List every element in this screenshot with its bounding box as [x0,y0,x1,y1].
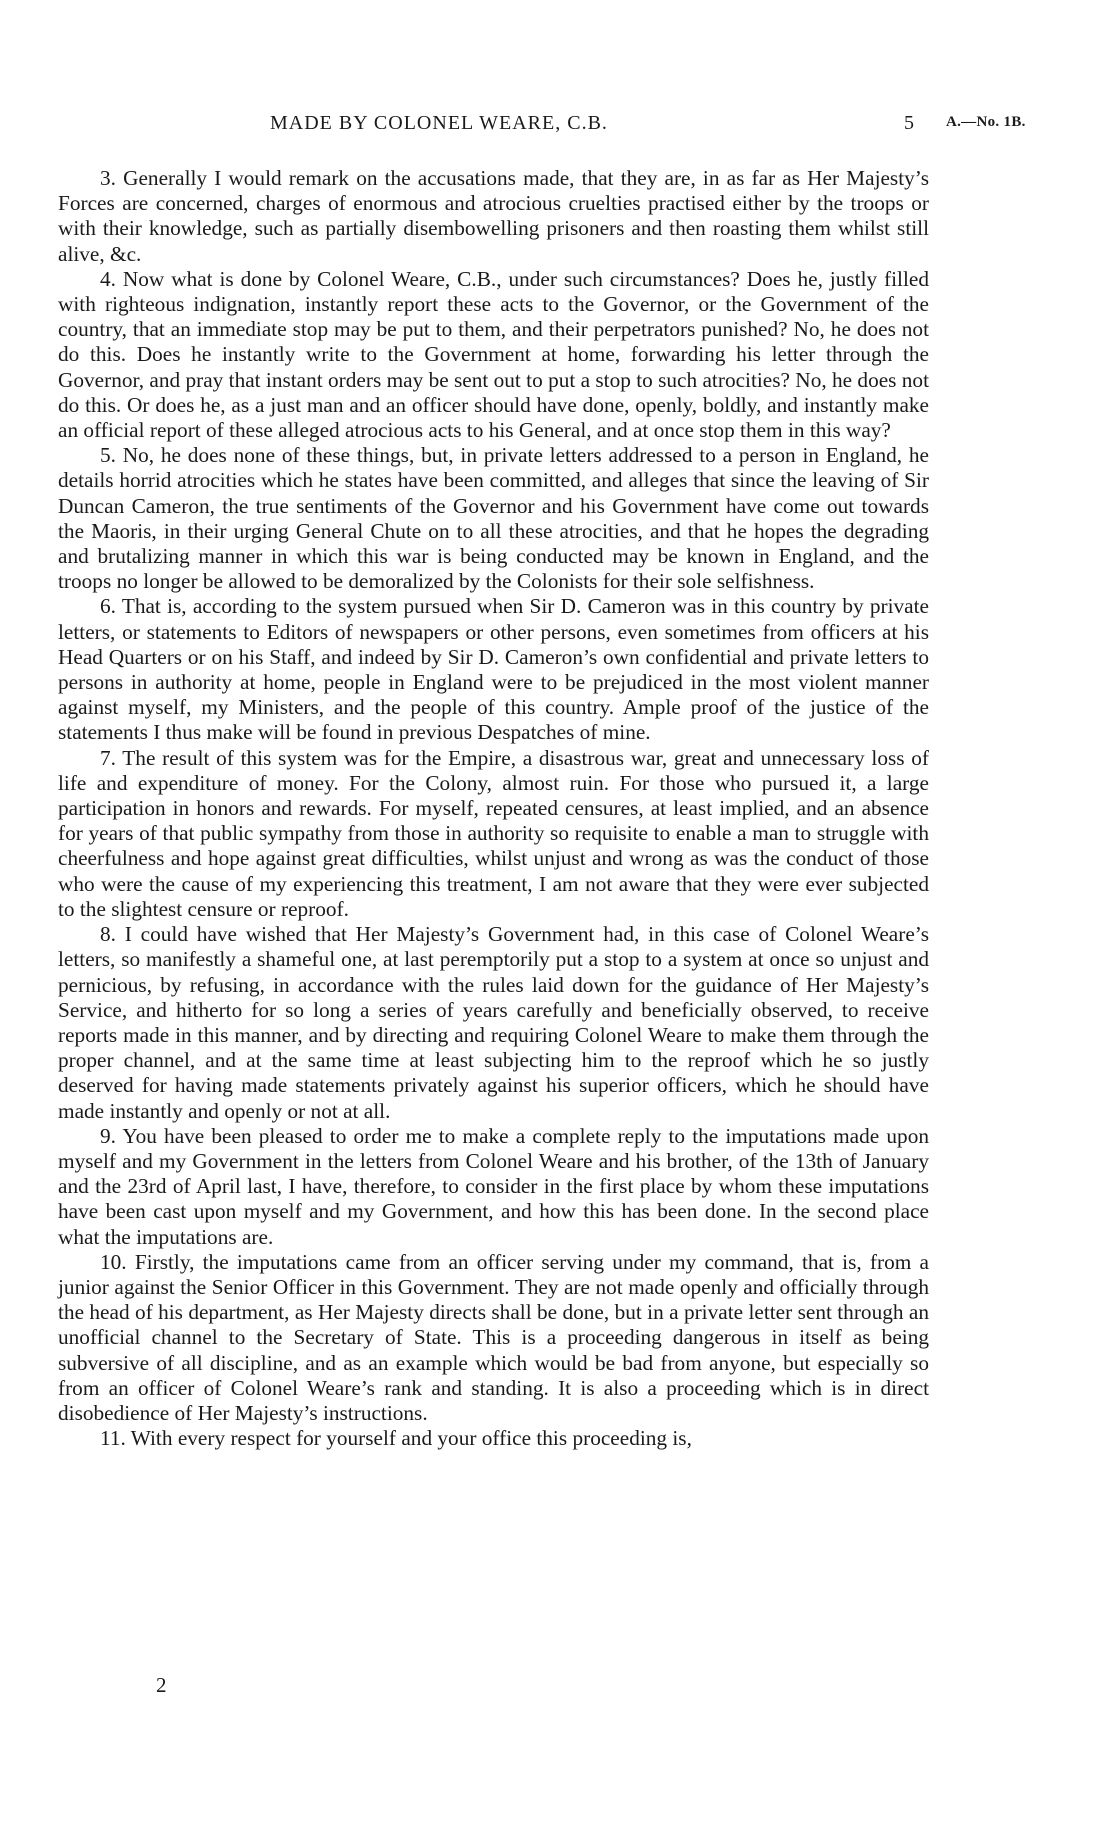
paragraph-11: 11. With every respect for yourself and your office this proceeding is, [100,1426,692,1451]
page-number: 5 [904,112,914,134]
paragraph-5: 5. No, he does none of these things, but, in private letters addressed to a person in England, he details horrid atrocities which he states have been committed, and alleges that since the leaving of Sir Duncan Cameron, the true sentiments of the Governor and his Government have come out towards the Maoris, in their urging General Chute on to all these atrocities, and that he hopes the degrading and brutalizing manner in which this war is being conducted may be known in England, and the troops no longer be allowed to be demoralized by the Colonists for their sole selfishness. [58,443,929,594]
paragraph-6: 6. That is, according to the system pursued when Sir D. Cameron was in this country by private letters, or statements to Editors of newspapers or other persons, even sometimes from officers at his Head Quarters or on his Staff, and indeed by Sir D. Cameron’s own confidential and private letters to persons in authority at home, people in England were to be prejudiced in the most violent manner against myself, my Ministers, and the people of this country. Ample proof of the justice of the statements I thus make will be found in previous Despatches of mine. [58,594,929,745]
paragraph-9: 9. You have been pleased to order me to make a complete reply to the imputations made upon myself and my Government in the letters from Colonel Weare and his brother, of the 13th of January and the 23rd of April last, I have, therefore, to consider in the first place by whom these imputations have been cast upon myself and my Government, and how this has been done. In the second place what the imputations are. [58,1123,929,1249]
paragraph-7: 7. The result of this system was for the Empire, a disastrous war, great and unnecessary loss of life and expenditure of money. For the Colony, almost ruin. For those who pursued it, a large participation in honors and rewards. For myself, repeated censures, at least implied, and an absence for years of that public sympathy from those in authority so requisite to enable a man to struggle with cheerfulness and hope against great difficulties, whilst unjust and wrong as was the conduct of those who were the cause of my experiencing this treatment, I am not aware that they were ever subjected to the slightest censure or reproof. [58,745,929,921]
body-text [58,166,929,1451]
document-reference: A.—No. 1B. [946,114,1026,130]
paragraph-4: 4. Now what is done by Colonel Weare, C.B., under such circumstances? Does he, justly filled with righteous indignation, instantly report these acts to the Governor, or the Government of the country, that an immediate stop may be put to them, and their perpetrators punished? No, he does not do this. Does he instantly write to the Government at home, forwarding his letter through the Governor, and pray that instant orders may be sent out to put a stop to such atrocities? No, he does not do this. Or does he, as a just man and an officer should have done, openly, boldly, and instantly make an official report of these alleged atrocious acts to his General, and at once stop them in this way? [58,266,929,443]
running-title: MADE BY COLONEL WEARE, C.B. [270,112,608,134]
signature-mark: 2 [156,1673,167,1697]
paragraph-3: 3. Generally I would remark on the accusations made, that they are, in as far as Her Majesty’s Forces are concerned, charges of enormous and atrocious cruelties practised either by the troops or with their knowledge, such as partially disembowelling prisoners and then roasting them whilst still alive, &c. [58,166,929,266]
paragraph-8: 8. I could have wished that Her Majesty’s Government had, in this case of Colonel Weare’s letters, so manifestly a shameful one, at last peremptorily put a stop to a system at once so unjust and pernicious, by refusing, in accordance with the rules laid down for the guidance of Her Majesty’s Service, and hitherto for so long a series of years carefully and beneficially observed, to receive reports made in this manner, and by directing and requiring Colonel Weare to make them through the proper channel, and at the same time at least subjecting him to the reproof which he so justly deserved for having made statements privately against his superior officers, which he should have made instantly and openly or not at all. [58,922,929,1123]
paragraph-10: 10. Firstly, the imputations came from an officer serving under my command, that is, from a junior against the Senior Officer in this Government. They are not made openly and officially through the head of his department, as Her Majesty directs shall be done, but in a private letter sent through an unofficial channel to the Secretary of State. This is a proceeding dangerous in itself as being subversive of all discipline, and as an example which would be bad from anyone, but especially so from an officer of Colonel Weare’s rank and standing. It is also a proceeding which is in direct disobedience of Her Majesty’s instructions. [58,1249,929,1425]
page-header [58,112,1058,142]
